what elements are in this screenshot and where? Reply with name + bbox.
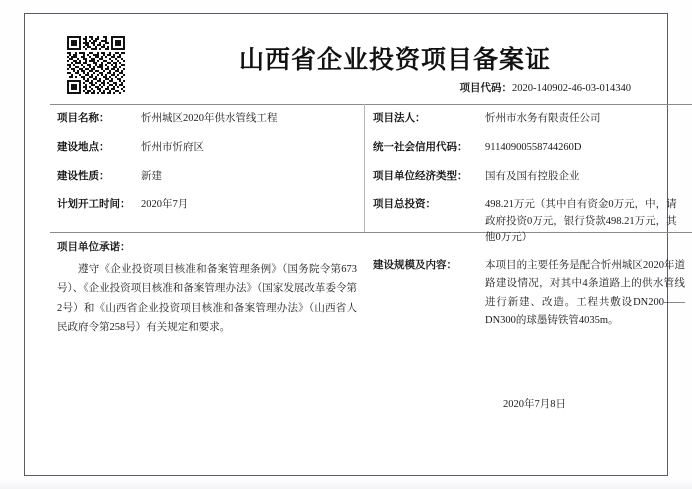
field-total-investment	[373, 190, 685, 252]
field-economic-type	[373, 162, 685, 191]
field-value: 新建	[141, 170, 162, 182]
field-label: 项目单位经济类型：	[373, 170, 468, 182]
field-label: 建设地点：	[57, 141, 110, 153]
field-value: 忻州市水务有限责任公司	[485, 113, 601, 124]
divider-vertical	[364, 104, 365, 232]
qr-code-icon	[67, 36, 125, 94]
commitment-heading: 项目单位承诺：	[57, 242, 131, 253]
field-label: 计划开工时间：	[57, 199, 131, 211]
field-legal-person	[373, 104, 685, 133]
field-planned-start-time	[57, 190, 357, 219]
scan-shadow	[0, 479, 692, 489]
field-credit-code	[373, 133, 685, 162]
field-label: 项目总投资：	[373, 199, 436, 211]
field-label: 项目名称：	[57, 113, 110, 124]
field-label: 项目法人：	[373, 113, 426, 124]
right-field-group	[373, 104, 685, 252]
scale-value: 本项目的主要任务是配合忻州城区2020年道路建设情况，对其中4条道路上的供水管线进行新建、改造。工程共敷设DN200——DN300的球墨铸铁管4035m。	[485, 260, 685, 327]
project-code-label: 项目代码：	[459, 83, 512, 94]
field-value: 498.21万元（其中自有资金0万元，中，请政府投资0万元，银行贷款498.21万元，其他0万元）	[485, 199, 677, 243]
document-title: 山西省企业投资项目备案证	[238, 47, 551, 74]
field-project-name	[57, 104, 357, 133]
commitment-section	[57, 239, 357, 338]
field-label: 建设性质：	[57, 170, 110, 182]
field-value: 国有及国有控股企业	[485, 170, 580, 182]
project-code	[460, 80, 632, 95]
field-label: 统一社会信用代码：	[373, 141, 468, 153]
scale-section	[373, 257, 685, 331]
field-construction-site	[57, 133, 357, 162]
scale-label: 建设规模及内容：	[373, 260, 457, 271]
issue-date: 2020年7月8日	[503, 399, 566, 410]
commitment-body: 遵守《企业投资项目核准和备案管理条例》（国务院令第673号）、《企业投资项目核准和备案管理办法》（国家发展改革委令第2号）和《山西省企业投资项目核准和备案管理办法》（山西省人民政府令第258号）有关规定和要求。	[57, 264, 357, 334]
field-value: 忻州城区2020年供水管线工程	[141, 113, 278, 124]
certificate-frame	[24, 13, 685, 476]
field-construction-nature	[57, 162, 357, 191]
field-value: 2020年7月	[141, 199, 189, 211]
field-value: 91140900558744260D	[485, 141, 582, 153]
project-code-value: 2020-140902-46-03-014340	[512, 83, 631, 94]
field-value: 忻州市忻府区	[141, 141, 204, 153]
left-field-group	[57, 104, 357, 219]
